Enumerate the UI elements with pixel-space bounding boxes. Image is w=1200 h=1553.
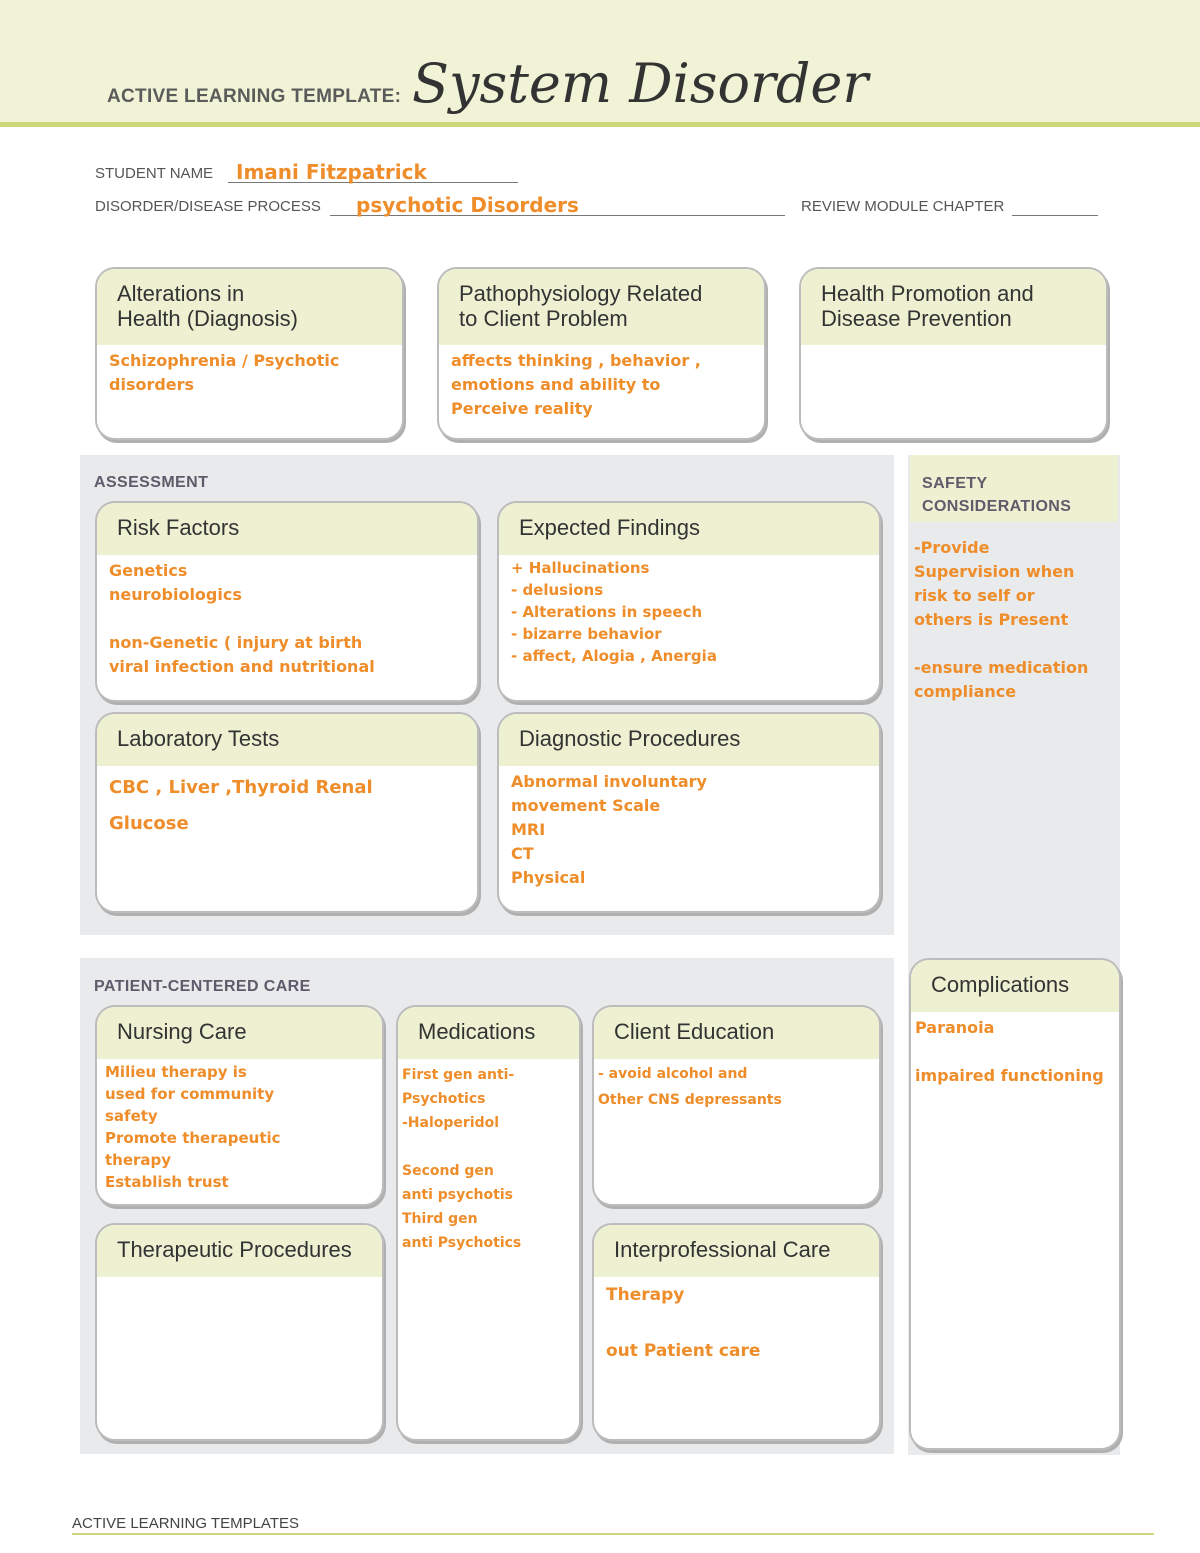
alterations-notes[interactable]: Schizophrenia / Psychotic disorders bbox=[109, 351, 340, 394]
nursing-care-box bbox=[95, 1005, 384, 1206]
risk-factors-notes[interactable]: Genetics neurobiologics non-Genetic ( injury at birth viral infection and nutritional bbox=[109, 561, 375, 676]
chapter-label: REVIEW MODULE CHAPTER bbox=[801, 198, 1005, 215]
interprofessional-care-title: Interprofessional Care bbox=[594, 1225, 879, 1277]
header-rule bbox=[0, 122, 1200, 127]
interprofessional-care-box bbox=[592, 1223, 881, 1441]
risk-factors-box bbox=[95, 501, 479, 702]
risk-factors-title: Risk Factors bbox=[97, 503, 477, 555]
template-label: ACTIVE LEARNING TEMPLATE: bbox=[107, 86, 402, 107]
alterations-title: Alterations in Health (Diagnosis) bbox=[97, 269, 402, 345]
safety-title: SAFETY CONSIDERATIONS bbox=[922, 475, 1072, 515]
client-education-notes[interactable]: - avoid alcohol and Other CNS depressants bbox=[598, 1066, 782, 1108]
complications-title: Complications bbox=[911, 960, 1119, 1012]
interprofessional-care-notes[interactable]: Therapy out Patient care bbox=[606, 1285, 761, 1361]
expected-findings-notes[interactable]: + Hallucinations - delusions - Alterations in speech - bizarre behavior - affect, Alogia , Anergia bbox=[511, 559, 717, 665]
client-education-box bbox=[592, 1005, 881, 1206]
alterations-box bbox=[95, 267, 404, 440]
expected-findings-title: Expected Findings bbox=[499, 503, 879, 555]
footer-rule bbox=[72, 1533, 1154, 1535]
chapter-line bbox=[1012, 215, 1098, 216]
pathophysiology-box bbox=[437, 267, 766, 440]
therapeutic-procedures-box bbox=[95, 1223, 384, 1441]
complications-notes[interactable]: Paranoia impaired functioning bbox=[915, 1018, 1104, 1085]
nursing-care-notes[interactable]: Milieu therapy is used for community safety Promote therapeutic therapy Establish trust bbox=[105, 1063, 281, 1191]
medications-notes[interactable]: First gen anti- Psychotics -Haloperidol Second gen anti psychotis Third gen anti Psychotics bbox=[402, 1067, 522, 1251]
pathophysiology-notes[interactable]: affects thinking , behavior , emotions and ability to Perceive reality bbox=[451, 351, 701, 418]
safety-notes[interactable]: -Provide Supervision when risk to self or others is Present -ensure medication compliance bbox=[914, 538, 1089, 701]
client-education-title: Client Education bbox=[594, 1007, 879, 1059]
medications-box bbox=[396, 1005, 581, 1441]
laboratory-tests-notes[interactable]: CBC , Liver ,Thyroid Renal Glucose bbox=[109, 777, 373, 834]
patient-centered-care-title: PATIENT-CENTERED CARE bbox=[94, 978, 311, 995]
expected-findings-box bbox=[497, 501, 881, 702]
diagnostic-procedures-title: Diagnostic Procedures bbox=[499, 714, 879, 766]
nursing-care-title: Nursing Care bbox=[97, 1007, 382, 1059]
pathophysiology-title: Pathophysiology Related to Client Problem bbox=[439, 269, 764, 345]
student-name-label: STUDENT NAME bbox=[95, 165, 214, 182]
footer-label: ACTIVE LEARNING TEMPLATES bbox=[72, 1515, 299, 1532]
health-promotion-title: Health Promotion and Disease Prevention bbox=[801, 269, 1106, 345]
disorder-label: DISORDER/DISEASE PROCESS bbox=[95, 198, 321, 215]
therapeutic-procedures-title: Therapeutic Procedures bbox=[97, 1225, 382, 1277]
health-promotion-box bbox=[799, 267, 1108, 440]
complications-box bbox=[909, 958, 1121, 1450]
laboratory-tests-box bbox=[95, 712, 479, 913]
laboratory-tests-title: Laboratory Tests bbox=[97, 714, 477, 766]
diagnostic-procedures-box bbox=[497, 712, 881, 913]
diagnostic-procedures-notes[interactable]: Abnormal involuntary movement Scale MRI CT Physical bbox=[511, 772, 707, 887]
medications-title: Medications bbox=[398, 1007, 579, 1059]
page-title: System Disorder bbox=[412, 52, 869, 115]
student-name-field[interactable]: Imani Fitzpatrick bbox=[236, 160, 427, 184]
disorder-field[interactable]: psychotic Disorders bbox=[356, 193, 579, 217]
assessment-title: ASSESSMENT bbox=[94, 474, 209, 491]
